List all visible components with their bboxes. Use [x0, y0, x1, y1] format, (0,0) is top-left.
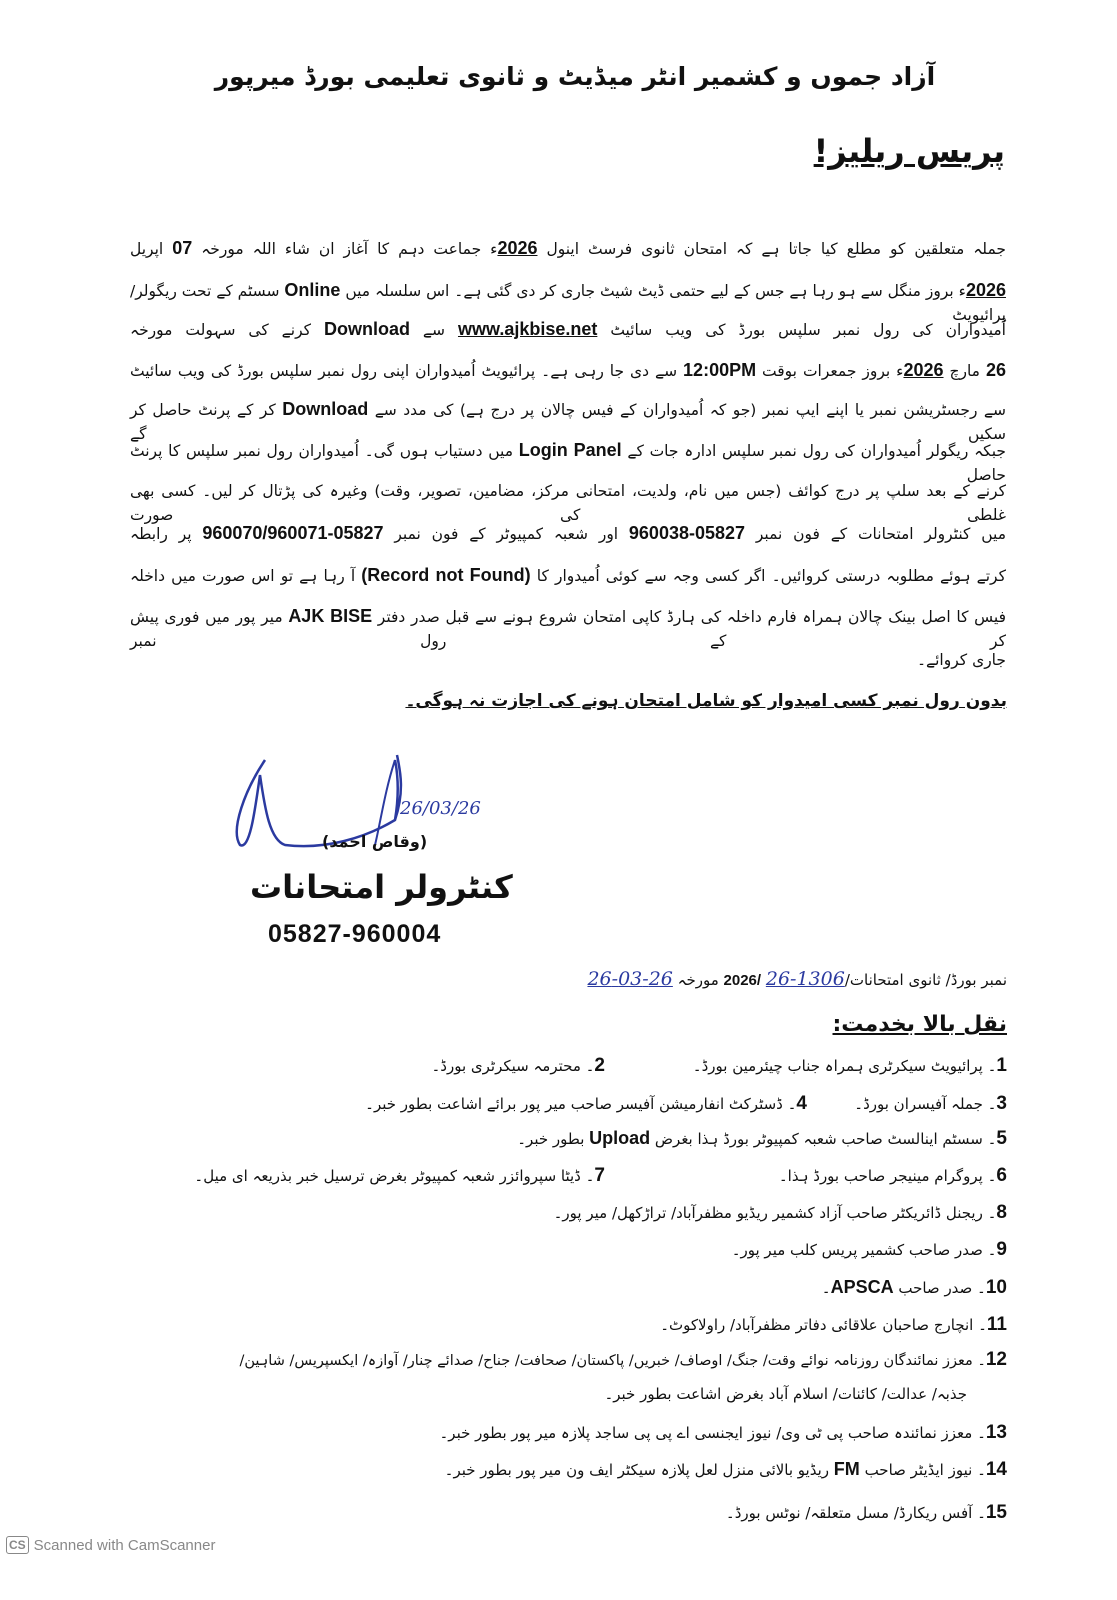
item-number: 4: [796, 1093, 807, 1114]
item-number: 7: [594, 1165, 605, 1186]
item-text: ۔ محترمہ سیکرٹری بورڈ۔: [431, 1057, 595, 1075]
text: اُمیدواران کی رول نمبر سلپس بورڈ کی ویب سائیٹ: [597, 321, 1006, 339]
item-text: ۔ پروگرام مینیجر صاحب بورڈ ہذا۔: [778, 1167, 997, 1185]
text: کر کے پرنٹ حاصل کر سکیں گے: [130, 401, 1006, 443]
list-item: [517, 1128, 1007, 1150]
phone: 05827-960070/960071: [202, 523, 384, 543]
body-line-11: [130, 648, 1006, 672]
text: سے: [409, 321, 458, 339]
item-number: 15: [985, 1502, 1007, 1523]
item-number: 5: [996, 1128, 1007, 1149]
item-number: 11: [986, 1314, 1007, 1335]
ajk-bise: AJK BISE: [288, 606, 373, 626]
signatory-name: (وقاص احمد): [322, 832, 428, 851]
year: 2026: [903, 360, 944, 380]
text: اپریل: [130, 240, 173, 258]
year: 2026: [497, 238, 538, 258]
item-number: 10: [985, 1277, 1007, 1298]
login-panel: Login Panel: [518, 440, 622, 460]
phone: 05827-960038: [628, 523, 746, 543]
text: اور شعبہ کمپیوٹر کے فون نمبر: [383, 525, 629, 543]
item-number: 2: [594, 1055, 605, 1076]
item-text: ۔ انچارج صاحبان علاقائی دفاتر مظفرآباد/ راولاکوٹ۔: [660, 1316, 987, 1334]
item-text: ۔ جملہ آفیسران بورڈ۔: [854, 1095, 997, 1113]
item-text: ریڈیو بالائی منزل لعل پلازہ سیکٹر ایف ون میر پور بطور خبر۔: [444, 1461, 834, 1479]
item-text: ۔ صدر صاحب کشمیر پریس کلب میر پور۔: [731, 1241, 997, 1259]
controller-phone: 05827-960004: [268, 920, 442, 948]
list-item: [194, 1165, 605, 1187]
list-item: [693, 1055, 1007, 1077]
item-text: ۔ صدر صاحب: [893, 1279, 986, 1297]
text: فیس کا اصل بینک چالان ہمراہ فارم داخلہ کی ہارڈ کاپی امتحان شروع ہونے سے قبل صدر دفتر: [372, 608, 1006, 626]
text: میں دستیاب ہوں گی۔ اُمیدواران رول نمبر سلپس کا پرنٹ حاصل: [130, 442, 1006, 484]
fm: FM: [833, 1459, 860, 1479]
item-text: ۔ پرائیویٹ سیکرٹری ہمراہ جناب چیئرمین بورڈ۔: [692, 1057, 997, 1075]
signature-date: 26/03/26: [400, 798, 481, 819]
text: سسٹم کے تحت ریگولر/ پرائیویٹ: [130, 282, 1006, 324]
text: کرنے کے بعد سلپ پر درج کوائف (جس میں نام، ولدیت، امتحانی مرکز، مضامین، تصویر، وقت) وغیرہ کی پڑتال کر لیں۔ کسی بھی غلطی کی صورت: [130, 482, 1006, 524]
day: 26: [985, 360, 1006, 380]
body-line-1: [130, 236, 1006, 261]
item-number: 1: [996, 1055, 1007, 1076]
text: میر پور میں فوری پیش کر کے رول نمبر: [130, 608, 1006, 650]
date-label: مورخہ: [677, 971, 719, 989]
body-line-3: [130, 317, 1006, 342]
list-item: [432, 1055, 606, 1077]
item-text: ۔ آفس ریکارڈ/ مسل متعلقہ/ نوٹس بورڈ۔: [725, 1504, 986, 1522]
item-number: 13: [985, 1422, 1007, 1443]
item-text: ۔ معزز نمائندگان روزنامہ نوائے وقت/ جنگ/ اوصاف/ خبریں/ پاکستان/ صحافت/ جناح/ صدائے چنار/ آوازہ/ ایکسپریس/ شاہین/: [239, 1353, 986, 1369]
upload: Upload: [589, 1128, 651, 1148]
download: Download: [323, 319, 410, 339]
watermark-text: Scanned with CamScanner: [33, 1536, 216, 1554]
item-text: ۔ معزز نمائندہ صاحب پی ٹی وی/ نیوز ایجنسی اے پی پی ساجد پلازہ میر پور بطور خبر۔: [439, 1424, 986, 1442]
item-number: 9: [996, 1239, 1007, 1260]
press-release-heading: پریس ریلیز!: [813, 132, 1005, 170]
text: میں کنٹرولر امتحانات کے فون نمبر: [745, 525, 1007, 543]
text: جاری کروائے۔: [916, 651, 1006, 669]
download: Download: [282, 399, 369, 419]
ref-prefix: نمبر بورڈ/ ثانوی امتحانات/: [844, 971, 1007, 989]
item-number: 3: [996, 1093, 1007, 1114]
item-text: ۔ ڈسٹرکٹ انفارمیشن آفیسر صاحب میر پور برائے اشاعت بطور خبر۔: [365, 1095, 797, 1113]
text: سے دی جا رہی ہے۔ پرائیویٹ اُمیدواران اپنی رول نمبر سلپس بورڈ کی ویب سائیٹ: [130, 362, 684, 380]
camscanner-watermark: [6, 1536, 215, 1554]
reference-line: [587, 968, 1007, 990]
item-text: ۔ ڈیٹا سپروائزر شعبہ کمپیوٹر بغرض ترسیل خبر بذریعہ ای میل۔: [194, 1167, 595, 1185]
text: ء بروز منگل سے ہو رہا ہے جس کے لیے حتمی ڈیٹ شیٹ جاری کر دی گئی ہے۔ اس سلسلہ میں: [340, 282, 966, 300]
text: آ رہا ہے تو اس صورت میں داخلہ: [130, 567, 362, 585]
designation: کنٹرولر امتحانات: [250, 868, 513, 906]
item-number: 14: [985, 1459, 1007, 1480]
online: Online: [284, 280, 341, 300]
list-item: [239, 1349, 1007, 1371]
item-number: 6: [996, 1165, 1007, 1186]
text: پر رابطہ: [130, 525, 203, 543]
body-line-7: [130, 479, 1006, 527]
body-line-8: [130, 521, 1006, 546]
list-item: [726, 1502, 1007, 1524]
camscanner-logo-icon: CS: [6, 1536, 29, 1554]
website-link[interactable]: www.ajkbise.net: [457, 319, 598, 339]
item-number: 12: [985, 1349, 1007, 1370]
list-item-continuation: جذبہ/ عدالت/ کائنات/ اسلام آباد بغرض اشاعت بطور خبر۔: [604, 1385, 967, 1403]
list-item: [779, 1165, 1007, 1187]
item-text: ۔ ریجنل ڈائریکٹر صاحب آزاد کشمیر ریڈیو مظفرآباد/ تراڑکھل/ میر پور۔: [553, 1204, 997, 1222]
apsca: APSCA: [830, 1277, 894, 1297]
body-line-4: [130, 358, 1006, 383]
ref-year: /2026: [723, 972, 762, 989]
text: ء جماعت دہم کا آغاز ان شاء اللہ مورخہ: [192, 240, 498, 258]
ref-number: 1306-26: [765, 968, 845, 990]
text: جملہ متعلقین کو مطلع کیا جاتا ہے کہ امتحان ثانوی فرسٹ اینول: [537, 240, 1006, 258]
time: 12:00PM: [683, 360, 757, 380]
text: ء بروز جمعرات بوقت: [756, 362, 904, 380]
list-item: [822, 1277, 1007, 1299]
list-item: [854, 1093, 1007, 1115]
item-text: ۔ نیوز ایڈیٹر صاحب: [859, 1461, 986, 1479]
list-item: [554, 1202, 1007, 1224]
day: 07: [172, 238, 193, 258]
list-item: [732, 1239, 1007, 1261]
item-text: ۔ سسٹم اینالسٹ صاحب شعبہ کمپیوٹر بورڈ ہذا بغرض: [650, 1130, 997, 1148]
body-line-10: [130, 604, 1006, 653]
list-item: [440, 1422, 1007, 1444]
text: کرنے کی سہولت مورخہ: [130, 321, 324, 339]
text: جبکہ ریگولر اُمیدواران کی رول نمبر سلپس ادارہ جات کے: [621, 442, 1006, 460]
body-line-9: [130, 563, 1006, 588]
copy-to-heading: نقل بالا بخدمت:: [832, 1012, 1007, 1037]
list-item: [660, 1314, 1007, 1336]
item-text: بطور خبر۔: [517, 1130, 590, 1148]
ref-date: 26-03-26: [587, 968, 673, 990]
item-number: 8: [996, 1202, 1007, 1223]
text: کرتے ہوئے مطلوبہ درستی کروائیں۔ اگر کسی وجہ سے کوئی اُمیدوار کا: [530, 567, 1006, 585]
record-not-found: (Record not Found): [361, 565, 531, 585]
closing-note: بدون رول نمبر کسی امیدوار کو شامل امتحان ہونے کی اجازت نہ ہوگی۔: [405, 691, 1007, 711]
list-item: [365, 1093, 807, 1115]
year: 2026: [965, 280, 1006, 300]
list-item: [445, 1459, 1007, 1481]
text: سے رجسٹریشن نمبر یا اپنے ایپ نمبر (جو کہ اُمیدواران کے فیس چالان پر درج ہے) کی مدد سے: [368, 401, 1006, 419]
text: مارچ: [943, 362, 986, 380]
board-title: آزاد جموں و کشمیر انٹر میڈیٹ و ثانوی تعلیمی بورڈ میرپور: [214, 62, 936, 91]
item-text: ۔: [821, 1279, 831, 1297]
